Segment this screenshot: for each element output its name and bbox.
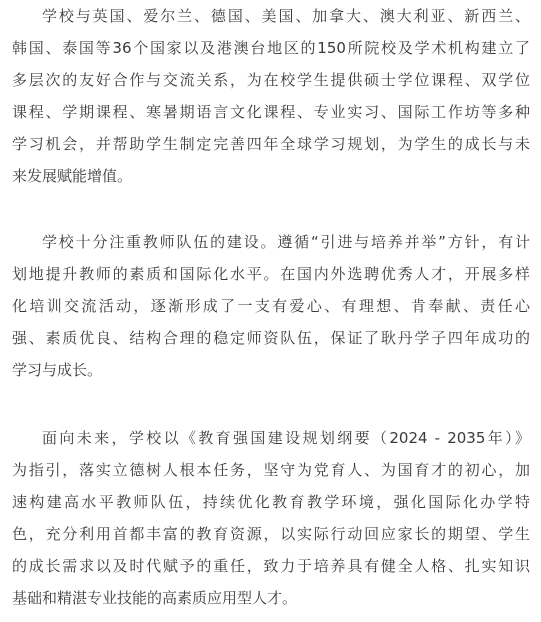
text-line: 多层次的友好合作与交流关系，为在校学生提供硕士学位课程、双学位	[12, 71, 530, 89]
text-line: 学习机会，并帮助学生制定完善四年全球学习规划，为学生的成长与未	[12, 135, 530, 153]
text-line: 学校十分注重教师队伍的建设。遵循“引进与培养并举”方针，有计	[42, 233, 530, 251]
text-line: 划地提升教师的素质和国际化水平。在国内外选聘优秀人才，开展多样	[12, 265, 530, 283]
text-line: 色，充分利用首都丰富的教育资源，以实际行动回应家长的期望、学生	[12, 525, 530, 543]
paragraph-teacher-team	[12, 226, 530, 386]
text-line: 课程、学期课程、寒暑期语言文化课程、专业实习、国际工作坊等多种	[12, 103, 530, 121]
paragraph-international-cooperation	[12, 0, 530, 192]
text-line: 学习与成长。	[12, 361, 103, 379]
text-line: 来发展赋能增值。	[12, 167, 133, 185]
text-line: 基础和精湛专业技能的高素质应用型人才。	[12, 589, 298, 607]
text-line: 速构建高水平教师队伍，持续优化教育教学环境，强化国际化办学特	[12, 493, 530, 511]
text-line: 强、素质优良、结构合理的稳定师资队伍，保证了耿丹学子四年成功的	[12, 329, 530, 347]
text-line: 学校与英国、爱尔兰、德国、美国、加拿大、澳大利亚、新西兰、	[42, 7, 530, 25]
text-line: 韩国、泰国等36个国家以及港澳台地区的150所院校及学术机构建立了	[12, 39, 530, 57]
text-line: 的成长需求以及时代赋予的重任，致力于培养具有健全人格、扎实知识	[12, 557, 530, 575]
text-line: 面向未来，学校以《教育强国建设规划纲要（2024 - 2035年）》	[42, 429, 530, 447]
text-line: 为指引，落实立德树人根本任务，坚守为党育人、为国育才的初心，加	[12, 461, 530, 479]
paragraph-future-outlook	[12, 422, 530, 614]
text-line: 化培训交流活动，逐渐形成了一支有爱心、有理想、肯奉献、责任心	[12, 297, 530, 315]
